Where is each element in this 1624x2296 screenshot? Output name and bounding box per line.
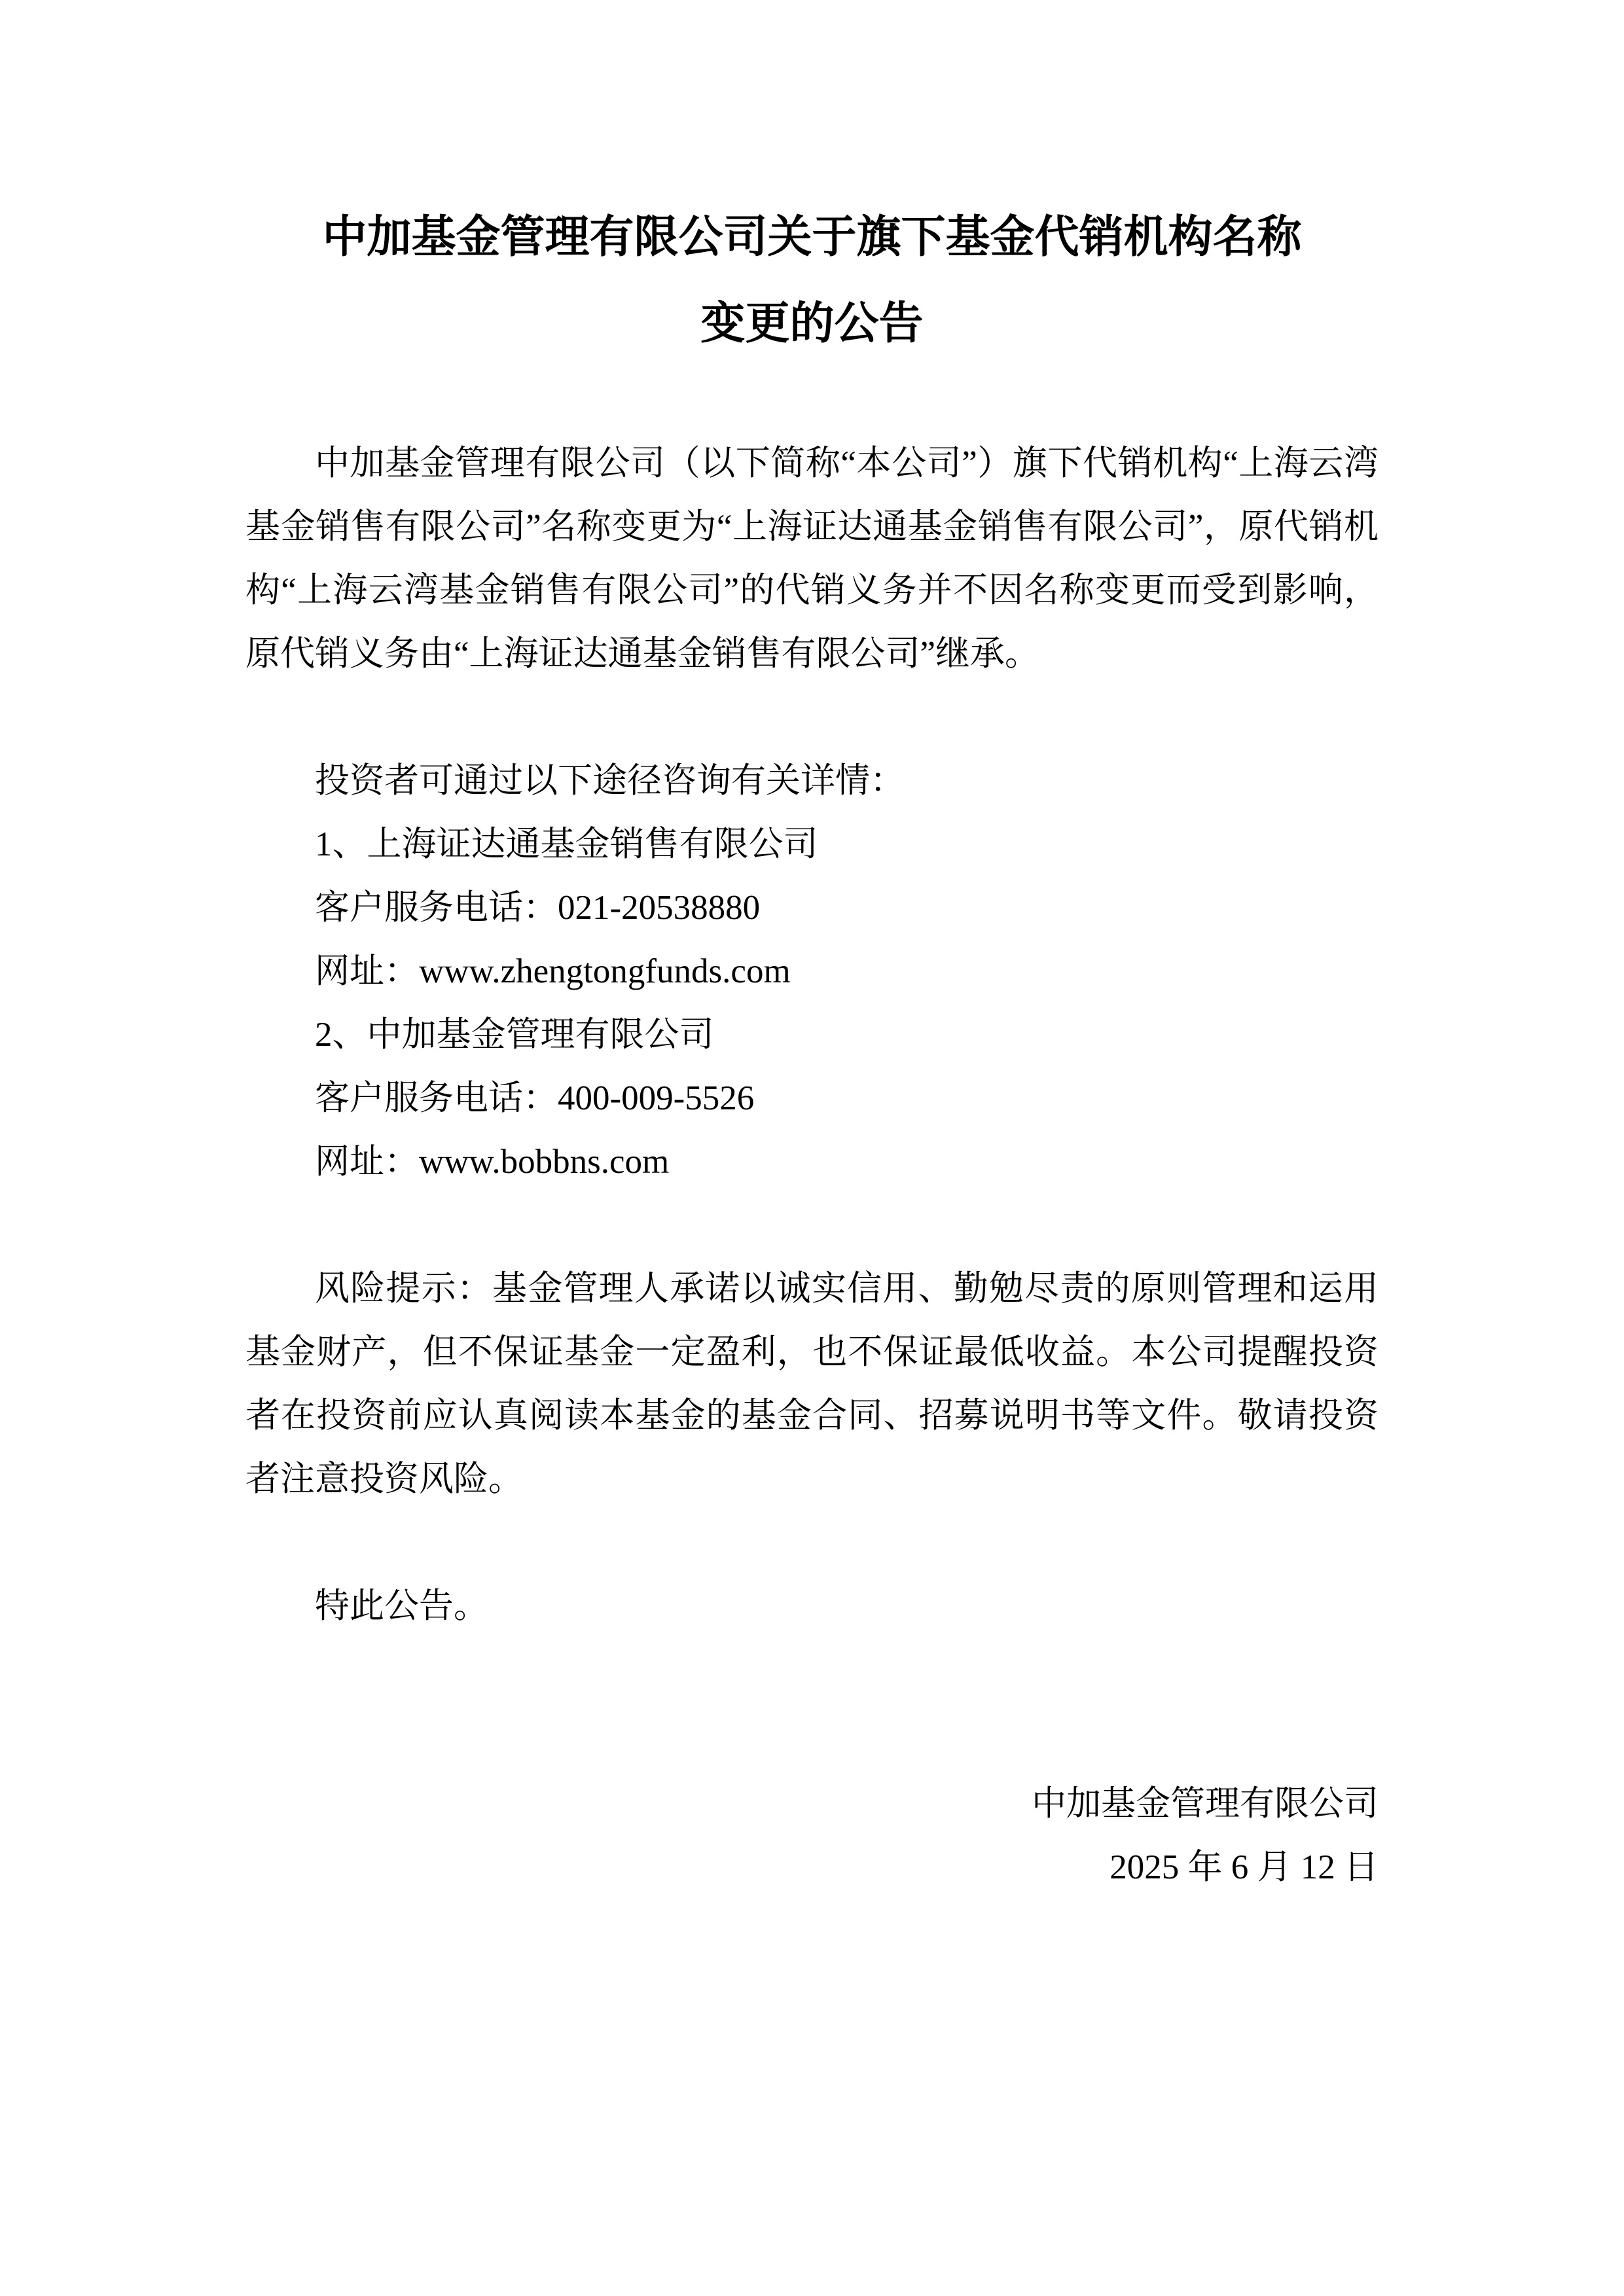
distributor-1-website-label: 网址： [315, 952, 419, 990]
distributor-2-website-url: www.bobbns.com [419, 1143, 670, 1181]
document-body [245, 432, 1379, 1899]
distributor-2-website-label: 网址： [315, 1143, 419, 1181]
risk-notice-paragraph: 风险提示：基金管理人承诺以诚实信用、勤勉尽责的原则管理和运用基金财产，但不保证基金一定盈利，也不保证最低收益。本公司提醒投资者在投资前应认真阅读本基金的基金合同、招募说明书等文件。敬请投资者注意投资风险。 [245, 1270, 1379, 1498]
distributor-1-name-line [245, 813, 1379, 876]
distributor-1-name: 上海证达通基金销售有限公司 [367, 825, 818, 863]
closing-statement: 特此公告。 [315, 1587, 488, 1625]
distributor-2-name-line [245, 1003, 1379, 1067]
distributor-1-website-url: www.zhengtongfunds.com [419, 952, 791, 990]
distributor-2-phone-number: 400-009-5526 [558, 1079, 755, 1117]
distributor-1-phone-label: 客户服务电话： [315, 889, 558, 927]
distributor-2-phone-label: 客户服务电话： [315, 1079, 558, 1117]
document-title-line-1: 中加基金管理有限公司关于旗下基金代销机构名称 [322, 212, 1302, 262]
distributor-1-phone-number: 021-20538880 [558, 889, 761, 927]
company-signature: 中加基金管理有限公司 [1032, 1785, 1379, 1823]
distributor-2-phone-line [245, 1067, 1379, 1130]
distributor-2-index: 2、 [315, 1016, 367, 1054]
intro-paragraph: 中加基金管理有限公司（以下简称“本公司”）旗下代销机构“上海云湾基金销售有限公司”名称变更为“上海证达通基金销售有限公司”，原代销机构“上海云湾基金销售有限公司”的代销义务并不因名称变更而受到影响，原代销义务由“上海证达通基金销售有限公司”继承。 [245, 444, 1379, 673]
distributor-1-phone-line [245, 876, 1379, 940]
distributor-1-website-line [245, 940, 1379, 1003]
distributor-2-name: 中加基金管理有限公司 [367, 1016, 714, 1054]
document-title [245, 194, 1379, 367]
document-title-line-2: 变更的公告 [700, 298, 924, 348]
contact-intro: 投资者可通过以下途径咨询有关详情： [315, 762, 905, 800]
distributor-2-website-line [245, 1130, 1379, 1194]
announcement-date: 2025 年 6 月 12 日 [1110, 1848, 1379, 1886]
distributor-1-index: 1、 [315, 825, 367, 863]
